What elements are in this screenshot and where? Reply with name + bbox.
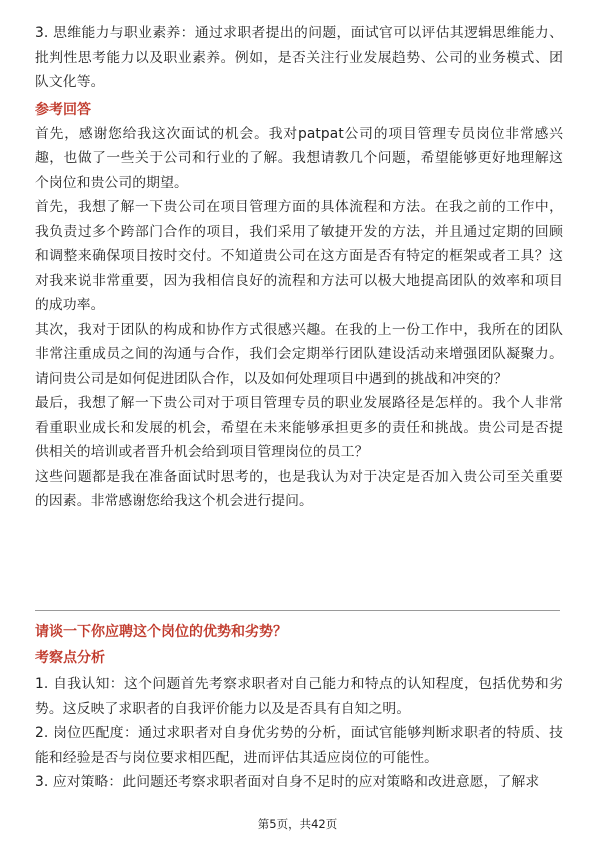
analysis-heading: 考察点分析 [35, 650, 105, 666]
analysis-item-1: 1. 自我认知：这个问题首先考察求职者对自己能力和特点的认知程度，包括优势和劣势。这反映了求职者的自我评价能力以及是否具有自知之明。 [35, 676, 563, 717]
reference-answer-heading: 参考回答 [35, 101, 91, 118]
answer-paragraph-5: 这些问题都是我在准备面试时思考的，也是我认为对于决定是否加入贵公司至关重要的因素。非常感谢您给我这个机会进行提问。 [35, 468, 563, 509]
analysis-item-2: 2. 岗位匹配度：通过求职者对自身优劣势的分析，面试官能够判断求职者的特质、技能和经验是否与岗位要求相匹配，进而评估其适应岗位的可能性。 [35, 725, 563, 766]
analysis-item-3: 3. 应对策略：此问题还考察求职者面对自身不足时的应对策略和改进意愿，了解求 [35, 774, 540, 790]
answer-paragraph-3: 其次，我对于团队的构成和协作方式很感兴趣。在我的上一份工作中，我所在的团队非常注重成员之间的沟通与合作，我们会定期举行团队建设活动来增强团队凝聚力。请问贵公司是如何促进团队合作，以及如何处理项目中遇到的挑战和冲突的？ [35, 321, 563, 387]
page-content [35, 20, 563, 514]
second-question-section [35, 620, 563, 795]
evaluation-item-3: 3. 思维能力与职业素养：通过求职者提出的问题，面试官可以评估其逻辑思维能力、批判性思考能力以及职业素养。例如，是否关注行业发展趋势、公司的业务模式、团队文化等。 [35, 25, 563, 90]
page-number: 第5页，共42页 [257, 817, 338, 831]
question-heading: 请谈一下你应聘这个岗位的优势和劣势？ [35, 624, 287, 640]
answer-paragraph-2: 首先，我想了解一下贵公司在项目管理方面的具体流程和方法。在我之前的工作中，我负责过多个跨部门合作的项目，我们采用了敏捷开发的方法，并且通过定期的回顾和调整来确保项目按时交付。不知道贵公司在这方面是否有特定的框架或者工具？这对我来说非常重要，因为我相信良好的流程和方法可以极大地提高团队的效率和项目的成功率。 [35, 199, 563, 313]
answer-paragraph-1: 首先，感谢您给我这次面试的机会。我对patpat公司的项目管理专员岗位非常感兴趣，也做了一些关于公司和行业的了解。我想请教几个问题，希望能够更好地理解这个岗位和贵公司的期望。 [35, 125, 563, 191]
answer-paragraph-4: 最后，我想了解一下贵公司对于项目管理专员的职业发展路径是怎样的。我个人非常看重职业成长和发展的机会，希望在未来能够承担更多的责任和挑战。贵公司是否提供相关的培训或者晋升机会给到项目管理岗位的员工？ [35, 395, 563, 460]
section-divider [35, 610, 560, 611]
